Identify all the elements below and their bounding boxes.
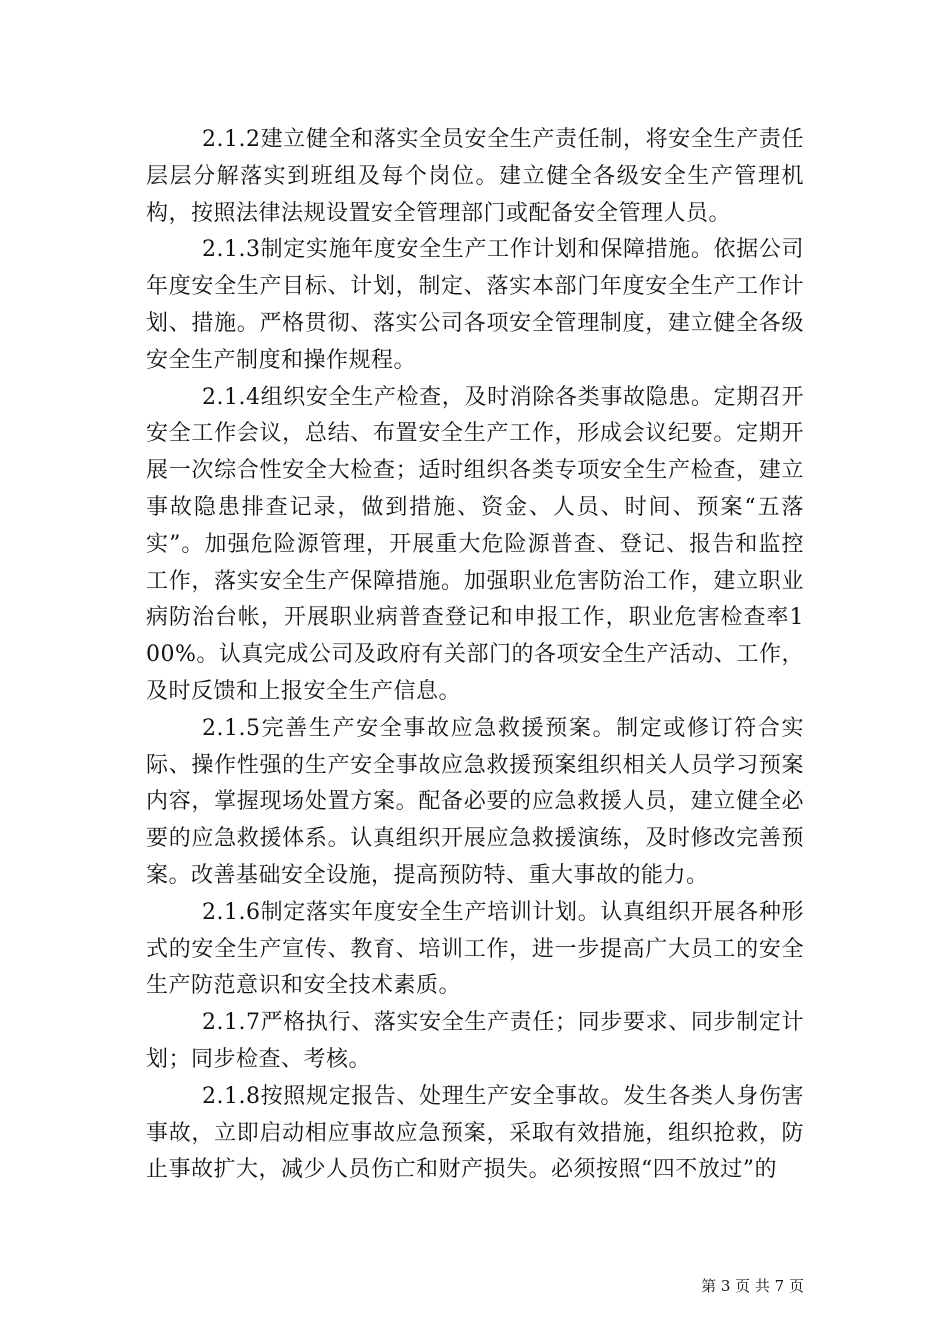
page-number-footer: 第 3 页 共 7 页 [701, 1277, 804, 1295]
paragraph-2-1-4: 2.1.4组织安全生产检查，及时消除各类事故隐患。定期召开安全工作会议，总结、布置安全生产工作，形成会议纪要。定期开展一次综合性安全大检查；适时组织各类专项安全生产检查，建立事故隐患排查记录，做到措施、资金、人员、时间、预案“五落实”。加强危险源管理，开展重大危险源普查、登记、报告和监控工作，落实安全生产保障措施。加强职业危害防治工作，建立职业病防治台帐，开展职业病普查登记和申报工作，职业危害检查率100%。认真完成公司及政府有关部门的各项安全生产活动、工作，及时反馈和上报安全生产信息。 [146, 384, 804, 704]
paragraph-2-1-7: 2.1.7严格执行、落实安全生产责任；同步要求、同步制定计划；同步检查、考核。 [146, 1010, 804, 1072]
paragraph-2-1-6: 2.1.6制定落实年度安全生产培训计划。认真组织开展各种形式的安全生产宣传、教育、培训工作，进一步提高广大员工的安全生产防范意识和安全技术素质。 [146, 899, 804, 999]
paragraph-2-1-3: 2.1.3制定实施年度安全生产工作计划和保障措施。依据公司年度安全生产目标、计划，制定、落实本部门年度安全生产工作计划、措施。严格贯彻、落实公司各项安全管理制度，建立健全各级安全生产制度和操作规程。 [146, 237, 804, 373]
paragraph-2-1-2: 2.1.2建立健全和落实全员安全生产责任制，将安全生产责任层层分解落实到班组及每个岗位。建立健全各级安全生产管理机构，按照法律法规设置安全管理部门或配备安全管理人员。 [146, 127, 804, 226]
paragraph-2-1-5: 2.1.5完善生产安全事故应急救援预案。制定或修订符合实际、操作性强的生产安全事故应急救援预案组织相关人员学习预案内容，掌握现场处置方案。配备必要的应急救援人员，建立健全必要的应急救援体系。认真组织开展应急救援演练，及时修改完善预案。改善基础安全设施，提高预防特、重大事故的能力。 [146, 715, 804, 888]
paragraph-2-1-8: 2.1.8按照规定报告、处理生产安全事故。发生各类人身伤害事故，立即启动相应事故应急预案，采取有效措施，组织抢救，防止事故扩大，减少人员伤亡和财产损失。必须按照“四不放过”的 [146, 1083, 804, 1183]
document-body [146, 122, 804, 1189]
